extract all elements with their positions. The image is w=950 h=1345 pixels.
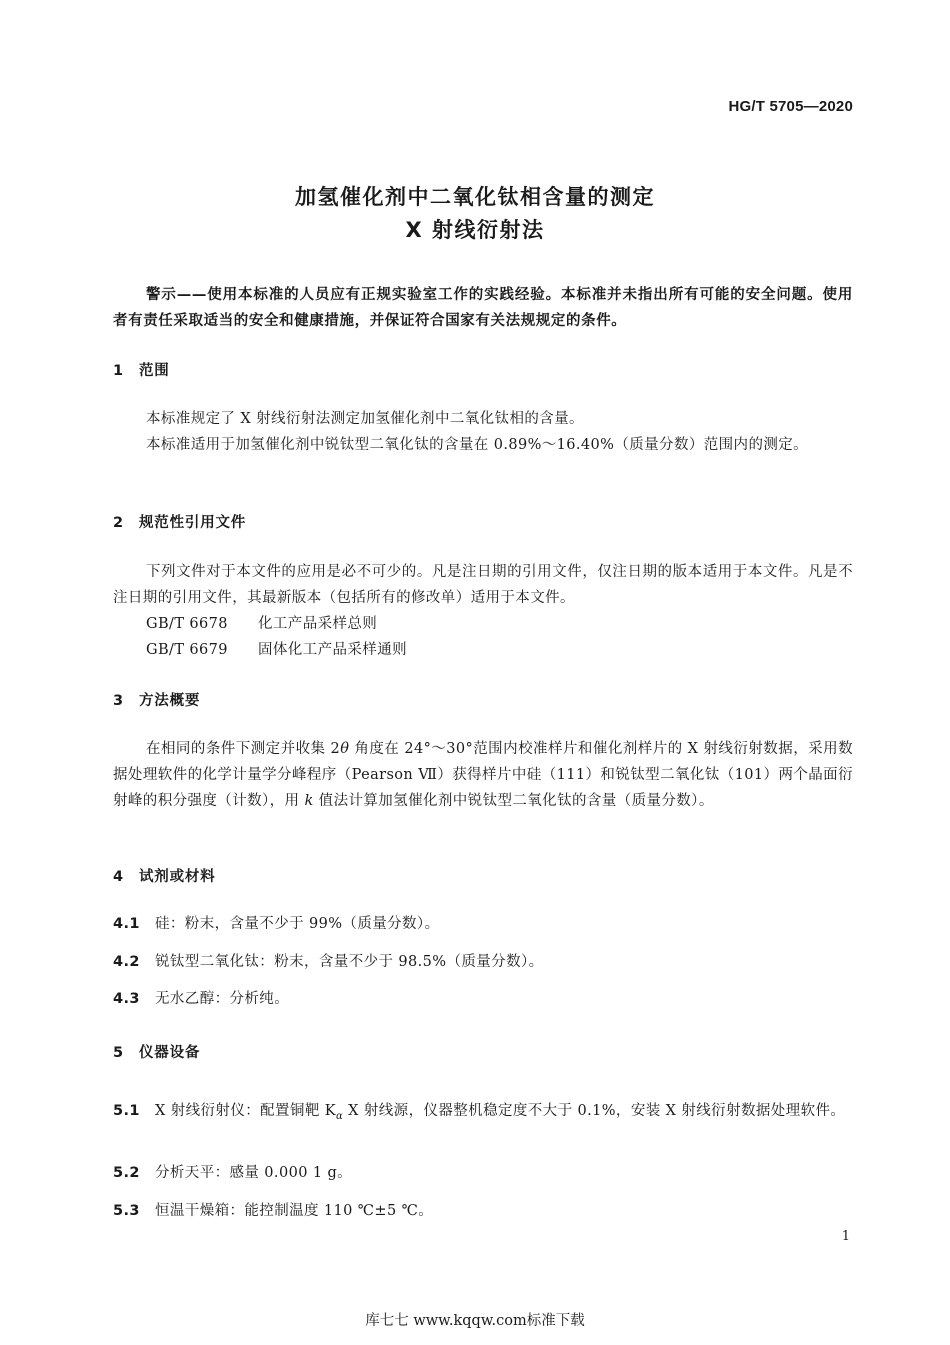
reference-code: GB/T 6678 (146, 616, 228, 632)
section-2-paragraph-1: 下列文件对于本文件的应用是必不可少的。凡是注日期的引用文件，仅注日期的版本适用于本文件。凡是不注日期的引用文件，其最新版本（包括所有的修改单）适用于本文件。 (113, 564, 853, 606)
section-1-heading (113, 359, 170, 380)
section-number: 3 (113, 693, 124, 709)
document-subtitle: X 射线衍射法 (405, 218, 545, 242)
list-item (113, 1098, 853, 1130)
theta-symbol: θ (340, 741, 350, 757)
list-item (113, 911, 853, 937)
item-number: 4.2 (113, 954, 140, 970)
section-title: 范围 (139, 363, 170, 379)
section-number: 5 (113, 1045, 124, 1061)
item-text: 无水乙醇：分析纯。 (155, 991, 290, 1007)
item-text: 恒温干燥箱：能控制温度 110 ℃±5 ℃。 (155, 1203, 434, 1219)
item-text: 锐钛型二氧化钛：粉末，含量不少于 98.5%（质量分数）。 (155, 954, 544, 970)
item-text: X 射线衍射仪：配置铜靶 K (155, 1103, 336, 1119)
section-title: 规范性引用文件 (139, 515, 247, 531)
item-text: 分析天平：感量 0.000 1 g。 (155, 1165, 353, 1181)
list-item (113, 949, 853, 975)
document-title: 加氢催化剂中二氧化钛相含量的测定 (295, 185, 655, 209)
reference-item (146, 612, 377, 633)
section-title: 方法概要 (139, 693, 201, 709)
section-1-paragraph-1: 本标准规定了 X 射线衍射法测定加氢催化剂中二氧化钛相的含量。 (146, 411, 584, 427)
section-number: 2 (113, 515, 124, 531)
list-item (113, 1198, 853, 1224)
item-number: 5.1 (113, 1103, 140, 1119)
text-run: 角度在 24°～30°范围内校准样片和催化剂样片的 X 射线衍射数据，采用数据处理软件的化学计量学分峰程序（Pearson Ⅶ）获得样片中硅（111）和锐钛型二氧化钛（101）两个晶面衍射峰的积分强度（计数），用 (113, 741, 853, 809)
reference-item (146, 638, 407, 659)
section-number: 4 (113, 869, 124, 885)
list-item (113, 986, 853, 1012)
reference-code: GB/T 6679 (146, 642, 228, 658)
section-number: 1 (113, 363, 124, 379)
section-3-paragraph-1 (113, 736, 853, 814)
text-run: 在相同的条件下测定并收集 2 (146, 741, 341, 757)
standard-code: HG/T 5705—2020 (728, 98, 853, 115)
alpha-subscript: α (335, 1110, 344, 1122)
item-number: 4.3 (113, 991, 140, 1007)
page-number: 1 (841, 1229, 850, 1244)
item-number: 5.3 (113, 1203, 140, 1219)
section-1-paragraph-2: 本标准适用于加氢催化剂中锐钛型二氧化钛的含量在 0.89%～16.40%（质量分数）范围内的测定。 (146, 437, 809, 453)
footer-watermark: 库七七 www.kqqw.com标准下载 (365, 1313, 585, 1329)
k-symbol: k (304, 793, 314, 809)
section-3-heading (113, 689, 200, 710)
text-run: 值法计算加氢催化剂中锐钛型二氧化钛的含量（质量分数）。 (313, 793, 714, 809)
section-2-heading (113, 511, 246, 532)
item-number: 4.1 (113, 916, 140, 932)
reference-title: 化工产品采样总则 (258, 616, 378, 632)
section-title: 仪器设备 (139, 1045, 201, 1061)
item-number: 5.2 (113, 1165, 140, 1181)
section-4-heading (113, 865, 216, 886)
section-5-heading (113, 1041, 200, 1062)
reference-title: 固体化工产品采样通则 (258, 642, 407, 658)
item-text: 硅：粉末，含量不少于 99%（质量分数）。 (155, 916, 440, 932)
section-title: 试剂或材料 (139, 869, 216, 885)
warning-paragraph: 警示——使用本标准的人员应有正规实验室工作的实践经验。本标准并未指出所有可能的安全问题。使用者有责任采取适当的安全和健康措施，并保证符合国家有关法规规定的条件。 (113, 287, 853, 329)
list-item (113, 1160, 853, 1186)
item-text: X 射线源，仪器整机稳定度不大于 0.1%，安装 X 射线衍射数据处理软件。 (343, 1103, 846, 1119)
